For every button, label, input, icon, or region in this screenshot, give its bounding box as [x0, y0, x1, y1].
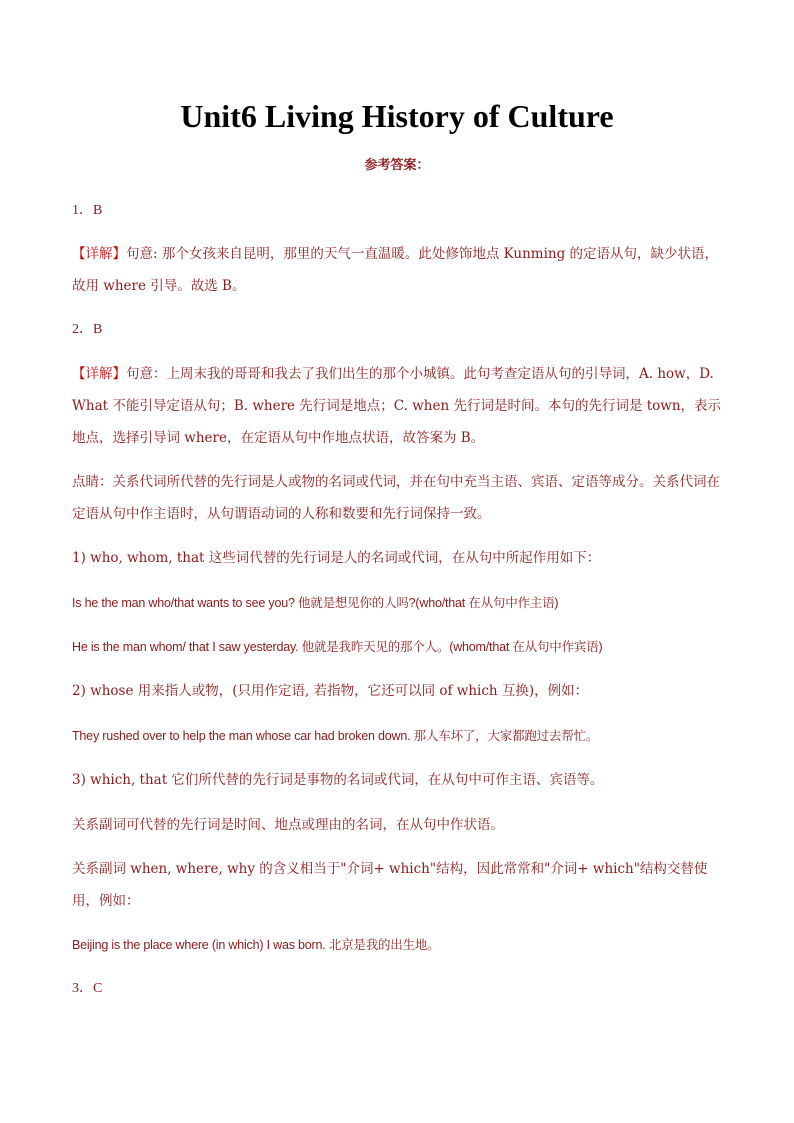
- example-1: Is he the man who/that wants to see you? 他就是想见你的人吗?(who/that 在从句中作主语): [72, 596, 559, 610]
- question-3-number: 3．C: [72, 981, 103, 996]
- explanation-tag: 【详解】: [72, 246, 126, 262]
- question-2-explanation: [72, 358, 722, 454]
- example-2: He is the man whom/ that I saw yesterday. 他就是我昨天见的那个人。(whom/that 在从句中作宾语): [72, 640, 603, 654]
- explanation-text: 句意：上周末我的哥哥和我去了我们出生的那个小城镇。此句考查定语从句的引导词，A. how，D. What 不能引导定语从句；B. where 先行词是地点；C. when 先行词是时间。本句的先行词是 town，表示地点，选择引导词 where，在定语从句中作地点状语，故答案为 B。: [72, 366, 722, 446]
- tip-paragraph: 点睛：关系代词所代替的先行词是人或物的名词或代词，并在句中充当主语、宾语、定语等成分。关系代词在定语从句中作主语时，从句谓语动词的人称和数要和先行词保持一致。: [72, 474, 720, 522]
- point-3: 3) which, that 它们所代替的先行词是事物的名词或代词，在从句中可作主语、宾语等。: [72, 772, 604, 788]
- example-4: Beijing is the place where (in which) I was born. 北京是我的出生地。: [72, 938, 440, 952]
- question-1-number: 1．B: [72, 203, 103, 218]
- explanation-text: 句意: 那个女孩来自昆明，那里的天气一直温暖。此处修饰地点 Kunming 的定语从句，缺少状语，故用 where 引导。故选 B。: [72, 246, 719, 294]
- adverb-note-2: 关系副词 when, where, why 的含义相当于"介词+ which"结构，因此常常和"介词+ which"结构交替使用，例如：: [72, 861, 708, 909]
- explanation-tag: 【详解】: [72, 366, 126, 382]
- question-1-explanation: [72, 238, 722, 302]
- example-3: They rushed over to help the man whose car had broken down. 那人车坏了，大家都跑过去帮忙。: [72, 729, 599, 743]
- question-2-number: 2．B: [72, 322, 103, 337]
- answer-key-heading: 参考答案：: [364, 158, 430, 173]
- adverb-note-1: 关系副词可代替的先行词是时间、地点或理由的名词，在从句中作状语。: [72, 817, 504, 833]
- page-title: Unit6 Living History of Culture: [180, 98, 614, 134]
- point-2: 2) whose 用来指人或物，(只用作定语, 若指物，它还可以同 of which 互换)，例如：: [72, 683, 589, 699]
- point-1: 1) who, whom, that 这些词代替的先行词是人的名词或代词，在从句中所起作用如下：: [72, 550, 601, 566]
